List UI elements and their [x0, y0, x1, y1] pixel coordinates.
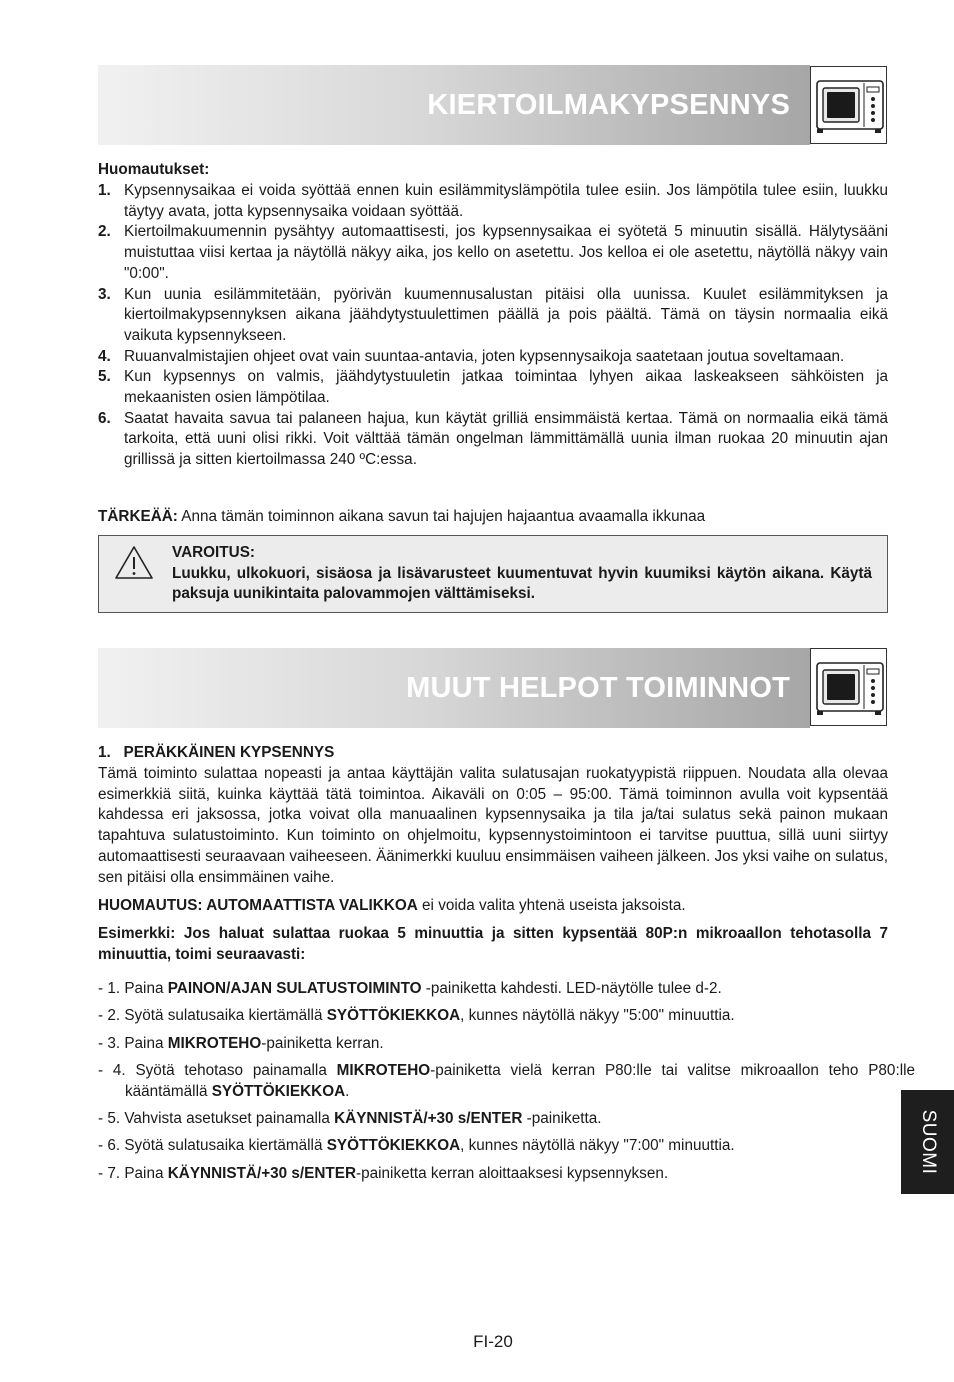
- step-key: KÄYNNISTÄ/+30 s/ENTER: [334, 1110, 523, 1127]
- important-note: [98, 507, 888, 528]
- step-text: , kunnes näytöllä näkyy "7:00" minuuttia.: [460, 1137, 735, 1154]
- microwave-icon: [810, 648, 887, 726]
- step-2: [98, 1006, 915, 1027]
- warning-box: [98, 535, 888, 613]
- step-key: KÄYNNISTÄ/+30 s/ENTER: [167, 1165, 357, 1182]
- step-text: .: [345, 1082, 350, 1100]
- note-text: Kypsennysaikaa ei voida syöttää ennen kuin esilämmityslämpötila tulee esiin. Jos lämpötila tulee esiin, luukku täytyy avata, jotta kypsennysaika voidaan syöttää.: [124, 182, 888, 220]
- section-banner-kiertoilma: [98, 65, 810, 145]
- list-item: [98, 409, 888, 471]
- list-item: [98, 347, 888, 368]
- list-item: [98, 285, 888, 347]
- list-item: [98, 367, 888, 408]
- step-5: [98, 1109, 915, 1130]
- step-key: SYÖTTÖKIEKKOA: [326, 1007, 461, 1024]
- step-text: - 3. Paina: [98, 1035, 168, 1052]
- note-text: Ruuanvalmistajien ohjeet ovat vain suuntaa-antavia, joten kypsennysaikoja saatetaan joutua soveltamaan.: [124, 347, 845, 365]
- page-number: FI-20: [473, 1332, 513, 1351]
- step-text: - 7. Paina: [98, 1165, 168, 1182]
- important-text: Anna tämän toiminnon aikana savun tai hajujen hajaantua avaamalla ikkunaa: [177, 508, 706, 525]
- note-label: HUOMAUTUS: AUTOMAATTISTA VALIKKOA: [98, 897, 418, 914]
- note-text: Kun kypsennys on valmis, jäähdytystuuletin jatkaa toimintaa lyhyen aikaa laskeakseen sähköisten ja mekaanisten osien lämpötilaa.: [124, 368, 888, 407]
- section-banner-muut: [98, 648, 810, 728]
- note-text: Saatat havaita savua tai palaneen hajua, kun käytät grilliä ensimmäistä kertaa. Tämä on normaalia eikä tämä tarkoita, että uuni olisi rikki. Voit välttää tämän ongelman lämmittämällä uunia ilman ruokaa 20 minuutin ajan grillissä ja sitten kiertoilmassa 240 ºC:essa.: [124, 409, 888, 469]
- automenu-note: [98, 896, 888, 917]
- step-text: -painiketta kerran.: [261, 1035, 384, 1052]
- note-text: ei voida valita yhtenä useista jaksoista.: [417, 897, 686, 914]
- step-text: - 6. Syötä sulatusaika kiertämällä: [98, 1137, 327, 1154]
- step-text: - 5. Vahvista asetukset painamalla: [98, 1110, 335, 1127]
- example-heading: Esimerkki: Jos haluat sulattaa ruokaa 5 minuuttia ja sitten kypsentää 80P:n mikroaallon tehotasolla 7 minuuttia, toimi seuraavasti:: [98, 925, 888, 963]
- step-text: - 1. Paina: [98, 980, 168, 997]
- warning-text-block: [172, 543, 872, 605]
- list-number: 6.: [98, 409, 111, 427]
- section-title: KIERTOILMAKYPSENNYS: [427, 89, 790, 121]
- step-6: [98, 1136, 915, 1157]
- step-key: PAINON/AJAN SULATUSTOIMINTO: [167, 980, 422, 997]
- note-text: Kun uunia esilämmitetään, pyörivän kuumennusalustan pitäisi olla uunissa. Kuulet esilämmityksen ja kiertoilmakypsennyksen aikana jäähdytystuulettimen päällä ja pois päältä. Tämä on täysin normaalia eikä vaikuta kypsennykseen.: [124, 285, 888, 344]
- important-label: TÄRKEÄÄ:: [98, 508, 178, 525]
- subheading: 1. PERÄKKÄINEN KYPSENNYS: [98, 744, 335, 761]
- step-7: [98, 1164, 915, 1185]
- notes-list: [98, 181, 888, 471]
- list-number: 4.: [98, 347, 111, 365]
- step-key: MIKROTEHO: [336, 1062, 431, 1079]
- step-text: -painiketta kerran aloittaaksesi kypsennyksen.: [356, 1165, 669, 1182]
- notes-heading: Huomautukset:: [98, 161, 210, 178]
- intro-paragraph: Tämä toiminto sulattaa nopeasti ja antaa käyttäjän valita sulatusajan ruokatyypistä riippuen. Noudata alla olevaa esimerkkiä siitä, kuinka käyttää tätä toimintoa. Aikaväli on 0:05 – 95:00. Tämä toiminnon avulla voit kypsentää kahdessa eri jaksossa, jotka voivat olla manuaalinen kypsennysaika ja tila ja/tai sulatus sekä painon mukaan tapahtuva sulatustoiminto. Kun toiminto on ohjelmoitu, kypsennystoimintoon ei tarvitse puuttua, sillä uuni siirtyy automaattisesti seuraavaan vaiheeseen. Äänimerkki kuuluu ensimmäisen vaiheen jälkeen. Jos yksi vaihe on sulatus, sen pitäisi olla ensimmäinen vaihe.: [98, 765, 888, 886]
- list-item: [98, 222, 888, 284]
- step-text: - 2. Syötä sulatusaika kiertämällä: [98, 1007, 327, 1024]
- microwave-icon: [810, 66, 887, 144]
- language-label: SUOMI: [917, 1109, 939, 1175]
- warning-triangle-icon: [114, 545, 154, 581]
- list-number: 5.: [98, 368, 111, 386]
- step-key: MIKROTEHO: [167, 1035, 262, 1052]
- step-4: [98, 1061, 915, 1102]
- step-1: [98, 979, 915, 1000]
- step-text: -painiketta.: [522, 1110, 602, 1127]
- note-text: Kiertoilmakuumennin pysähtyy automaattisesti, jos kypsennysaikaa ei syötetä 5 minuutin sisällä. Hälytysääni muistuttaa viisi kertaa ja näytöllä näkyy aika, jos kello on asetettu. Jos kelloa ei ole asetettu, näytöllä näkyy vain "0:00".: [124, 223, 888, 282]
- warning-text: Luukku, ulkokuori, sisäosa ja lisävarusteet kuumentuvat hyvin kuumiksi käytön aikana. Käytä paksuja uunikintaita palovammojen välttämiseksi.: [172, 564, 872, 602]
- step-text: -painiketta vielä kerran P80:lle tai valitse mikroaallon teho P80:lle kääntämällä: [125, 1062, 915, 1100]
- list-item: [98, 181, 888, 222]
- step-key: SYÖTTÖKIEKKOA: [211, 1082, 346, 1100]
- step-text: - 4. Syötä tehotaso painamalla: [98, 1062, 337, 1079]
- section-title: MUUT HELPOT TOIMINNOT: [406, 672, 790, 704]
- list-number: 3.: [98, 285, 111, 303]
- step-text: , kunnes näytöllä näkyy "5:00" minuuttia.: [460, 1007, 735, 1024]
- step-key: SYÖTTÖKIEKKOA: [326, 1137, 461, 1154]
- list-number: 1.: [98, 182, 111, 199]
- step-3: [98, 1034, 915, 1055]
- list-number: 2.: [98, 223, 111, 241]
- language-tab: [901, 1090, 954, 1194]
- warning-title: VAROITUS:: [172, 544, 255, 561]
- step-text: -painiketta kahdesti. LED-näytölle tulee d-2.: [421, 980, 722, 997]
